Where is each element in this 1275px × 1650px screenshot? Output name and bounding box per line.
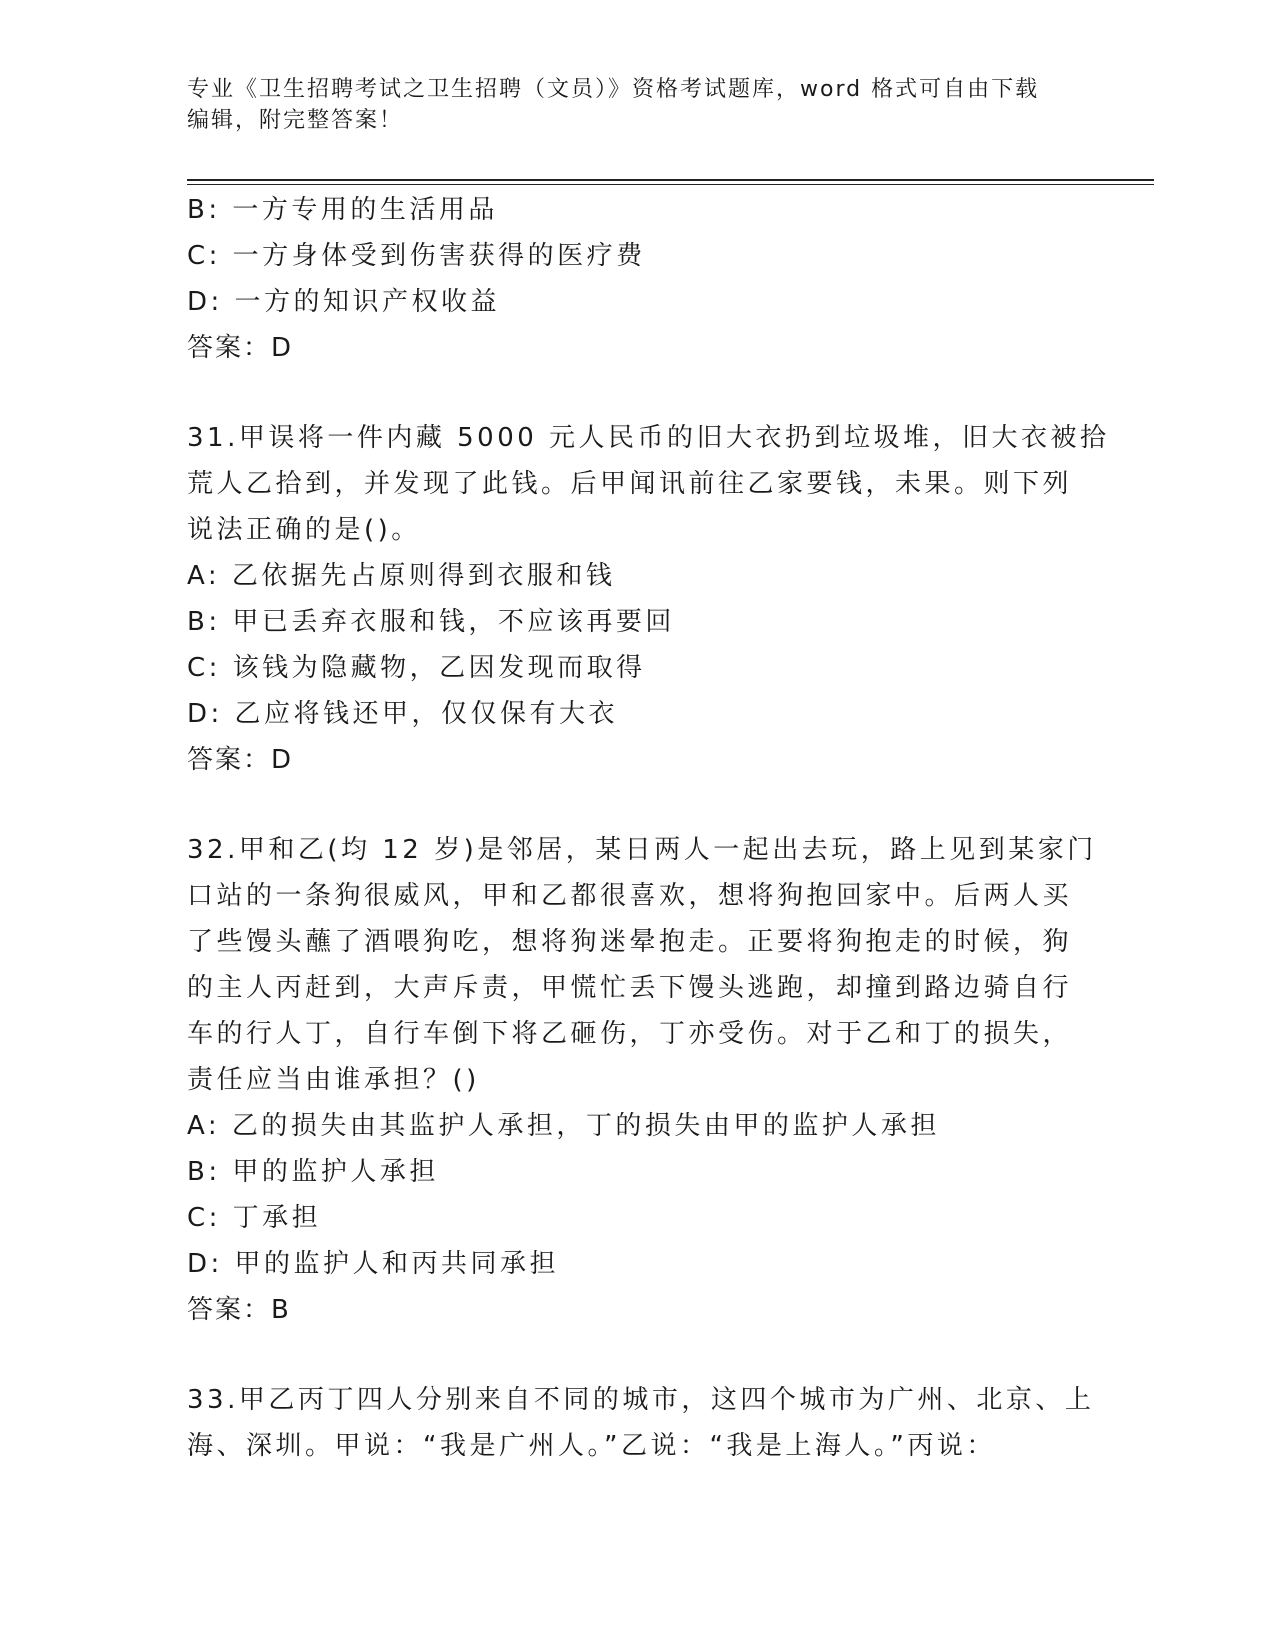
answer-line: 答案：B bbox=[187, 1295, 291, 1325]
header-line-2: 编辑，附完整答案！ bbox=[187, 108, 404, 133]
option-a: A: 乙依据先占原则得到衣服和钱 bbox=[187, 561, 616, 591]
option-d: D: 乙应将钱还甲，仅仅保有大衣 bbox=[187, 699, 619, 729]
spacer bbox=[187, 371, 1087, 415]
question-stem-line: 口站的一条狗很威风，甲和乙都很喜欢，想将狗抱回家中。后两人买 bbox=[187, 881, 1073, 911]
option-c: C: 一方身体受到伤害获得的医疗费 bbox=[187, 241, 646, 271]
question-stem-line: 31.甲误将一件内藏 5000 元人民币的旧大衣扔到垃圾堆，旧大衣被拾 bbox=[187, 423, 1110, 453]
option-a: A: 乙的损失由其监护人承担，丁的损失由甲的监护人承担 bbox=[187, 1111, 940, 1141]
header-divider-thin bbox=[187, 184, 1154, 185]
option-b: B: 甲已丢弃衣服和钱，不应该再要回 bbox=[187, 607, 675, 637]
question-31 bbox=[187, 415, 1110, 783]
answer-line: 答案：D bbox=[187, 333, 294, 363]
question-stem-line: 32.甲和乙(均 12 岁)是邻居，某日两人一起出去玩，路上见到某家门 bbox=[187, 835, 1097, 865]
header-line-1: 专业《卫生招聘考试之卫生招聘（文员）》资格考试题库，word 格式可自由下载 bbox=[187, 77, 1040, 102]
option-b: B: 甲的监护人承担 bbox=[187, 1157, 439, 1187]
question-stem-line: 33.甲乙丙丁四人分别来自不同的城市，这四个城市为广州、北京、上 bbox=[187, 1385, 1095, 1415]
question-stem-line: 荒人乙拾到，并发现了此钱。后甲闻讯前往乙家要钱，未果。则下列 bbox=[187, 469, 1073, 499]
question-stem-line: 说法正确的是()。 bbox=[187, 515, 421, 545]
option-c: C: 该钱为隐藏物，乙因发现而取得 bbox=[187, 653, 646, 683]
question-33 bbox=[187, 1377, 1095, 1469]
question-30 bbox=[187, 187, 1087, 371]
question-stem-line: 海、深圳。甲说：“我是广州人。”乙说：“我是上海人。”丙说： bbox=[187, 1431, 996, 1461]
option-d: D: 一方的知识产权收益 bbox=[187, 287, 501, 317]
answer-line: 答案：D bbox=[187, 745, 294, 775]
header-divider-thick bbox=[187, 179, 1154, 181]
document-header bbox=[187, 74, 1087, 136]
option-d: D: 甲的监护人和丙共同承担 bbox=[187, 1249, 560, 1279]
option-b: B: 一方专用的生活用品 bbox=[187, 195, 498, 225]
question-32 bbox=[187, 827, 1097, 1333]
option-c: C: 丁承担 bbox=[187, 1203, 322, 1233]
document-body bbox=[187, 187, 1110, 1469]
question-stem-line: 责任应当由谁承担？() bbox=[187, 1065, 480, 1095]
question-stem-line: 的主人丙赶到，大声斥责，甲慌忙丢下馒头逃跑，却撞到路边骑自行 bbox=[187, 973, 1073, 1003]
question-stem-line: 车的行人丁，自行车倒下将乙砸伤，丁亦受伤。对于乙和丁的损失， bbox=[187, 1019, 1073, 1049]
question-stem-line: 了些馒头蘸了酒喂狗吃，想将狗迷晕抱走。正要将狗抱走的时候，狗 bbox=[187, 927, 1073, 957]
spacer bbox=[187, 783, 1087, 827]
spacer bbox=[187, 1333, 1087, 1377]
